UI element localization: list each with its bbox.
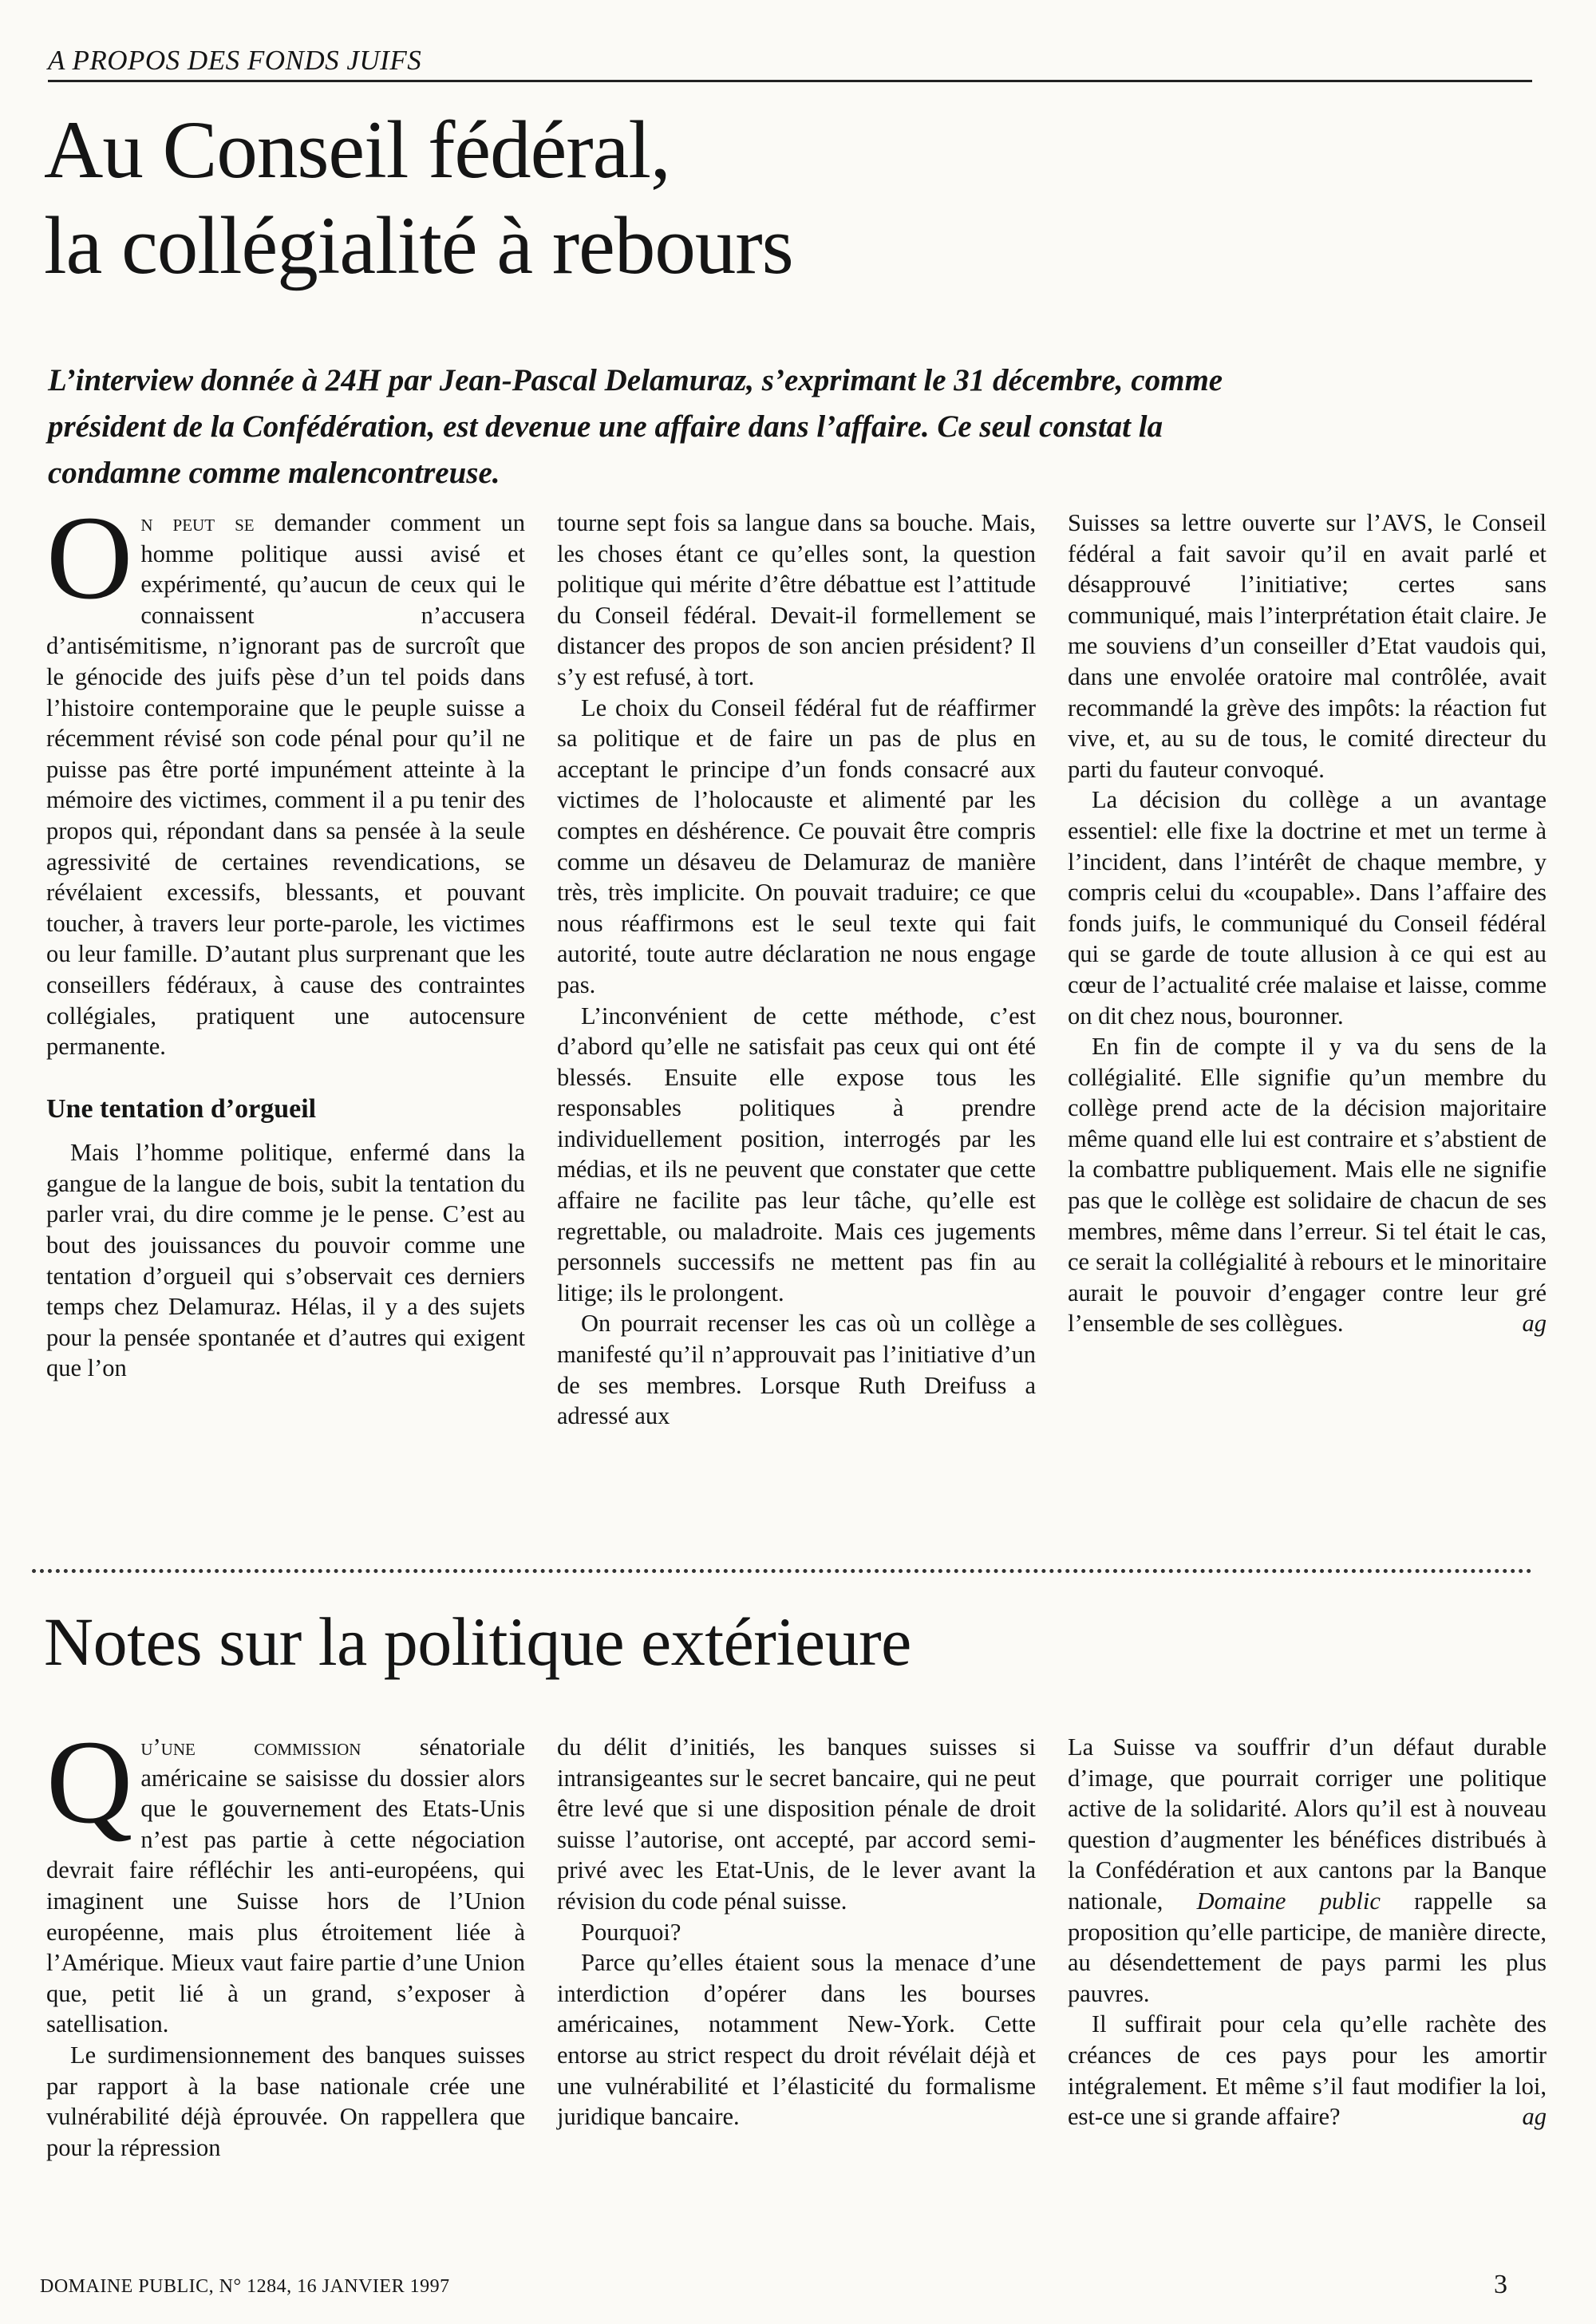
title-line-2: la collégialité à rebours — [44, 200, 793, 291]
page-number: 3 — [1494, 2270, 1507, 2299]
article-1-column-2 — [557, 508, 1036, 1561]
subheading: Une tentation d’orgueil — [46, 1093, 317, 1124]
paragraph: La décision du collège a un avantage essentiel: elle fixe la doctrine et met un terme à l’incident, dans l’intérêt de chaque membre, y compris celui du «coupable». Dans l’affaire des fonds juifs, le communiqué du Conseil fédéral qui se garde de toute allusion à ce qui est au cœur de l’actualité crée malaise et laisse, comme on dit chez nous, bouronner. — [1068, 786, 1547, 1030]
paragraph: Suisses sa lettre ouverte sur l’AVS, le Conseil fédéral a fait savoir qu’il en avait parlé et désapprouvé l’initiative; certes sans communiqué, mais l’interprétation était claire. Je me souviens d’un conseiller d’Etat vaudois qui, dans une envolée oratoire mal contrôlée, avait recommandé la grève des impôts: la réaction fut vive, et, au su de tous, le comité directeur du parti du fauteur convoqué. — [1068, 509, 1547, 783]
article-1-lead: L’interview donnée à 24H par Jean-Pascal Delamuraz, s’exprimant le 31 décembre, comme président de la Confédération, est devenue une affaire dans l’affaire. Ce seul constat la condamne comme malencontreuse. — [48, 363, 1223, 490]
paragraph: L’inconvénient de cette méthode, c’est d’abord qu’elle ne satisfait pas ceux qui ont été blessés. Ensuite elle expose tous les responsables politiques à prendre individuellement position, interrogés par les médias, et ils ne peuvent que constater que cette affaire ne facilite pas leur tâche, qu’elle est regrettable, ou maladroite. Mais ces jugements personnels successifs ne mettent pas fin au litige; ils le prolongent. — [557, 1002, 1036, 1306]
opening-words: n peut se — [140, 509, 255, 536]
paragraph — [1068, 1031, 1547, 1339]
opening-words: u’une commission — [140, 1733, 361, 1761]
dotted-separator — [32, 1569, 1532, 1573]
drop-cap: O — [46, 492, 133, 624]
publication-name: Domaine public — [1163, 1887, 1381, 1915]
paragraph-text: La Suisse va souffrir d’un défaut durable d’image, que pourrait corriger une politique active de la solidarité. Alors qu’il est à nouveau question d’augmenter les bénéfices distribués à la Confédération et aux cantons par la Banque nationale, — [1068, 1733, 1547, 1915]
paragraph — [1068, 1732, 1547, 2009]
section-kicker: A PROPOS DES FONDS JUIFS — [48, 45, 1532, 82]
paragraph-text: rappelle sa proposition qu’elle participe, de manière directe, au désendettement de pays parmi les plus pauvres. — [1068, 1887, 1547, 2007]
author-signature: ag — [1522, 2103, 1547, 2131]
paragraph — [46, 1716, 525, 2040]
paragraph-text: Il suffirait pour cela qu’elle rachète des créances de ces pays pour les amortir intégralement. Et même s’il faut modifier la loi, est-ce une si grande affaire? — [1068, 2010, 1547, 2131]
paragraph: Pourquoi? — [581, 1918, 681, 1946]
article-2-column-2 — [557, 1732, 1036, 2243]
paragraph: Le choix du Conseil fédéral fut de réaffirmer sa politique et de faire un pas de plus en acceptant le principe d’un fonds consacré aux victimes de l’holocauste et alimenté par les comptes en déshérence. Ce pouvait être compris comme un désaveu de Delamuraz de manière très, très implicite. On pouvait traduire; ce que nous réaffirmons est le seul texte qui fait autorité, toute autre déclaration ne nous engage pas. — [557, 694, 1036, 998]
author-signature: ag — [1522, 1310, 1547, 1338]
paragraph-text: En fin de compte il y va du sens de la collégialité. Elle signifie qu’un membre du collège prend acte de la décision majoritaire même quand elle lui est contraire et s’abstient de la combattre publiquement. Mais elle ne signifie pas que le collège est solidaire de chacun de ses membres, même dans l’erreur. Si tel était le cas, ce serait la collégialité à rebours et le minoritaire aurait le pouvoir d’engager contre leur gré l’ensemble de ses collègues. — [1068, 1033, 1547, 1338]
paragraph: Le surdimensionnement des banques suisses par rapport à la base nationale crée une vulnérabilité déjà éprouvée. On rappellera que pour la répression — [46, 2041, 525, 2161]
paragraph: On pourrait recenser les cas où un collège a manifesté qu’il n’approuvait pas l’initiative d’un de ses membres. Lorsque Ruth Dreifuss a adressé aux — [557, 1310, 1036, 1430]
title-line-1: Au Conseil fédéral, — [44, 105, 670, 196]
article-2-title: Notes sur la politique extérieure — [44, 1603, 911, 1680]
paragraph: Parce qu’elles étaient sous la menace d’une interdiction d’opérer dans les bourses américaines, notamment New-York. Cette entorse au strict respect du droit révélait déjà et une vulnérabilité et l’élasticité du formalisme juridique bancaire. — [557, 1949, 1036, 2131]
footer-publication: DOMAINE PUBLIC, N° 1284, 16 JANVIER 1997 — [40, 2276, 450, 2297]
article-2-column-3 — [1068, 1732, 1547, 2243]
article-1-column-3 — [1068, 508, 1547, 1561]
paragraph: du délit d’initiés, les banques suisses si intransigeantes sur le secret bancaire, qui ne peut être levé que si une disposition pénale de droit suisse l’autorise, ont accepté, par accord semi-privé avec les Etat-Unis, de le lever avant la révision du code pénal suisse. — [557, 1733, 1036, 1915]
article-2-body — [46, 1716, 1547, 2243]
drop-cap: Q — [46, 1716, 133, 1848]
paragraph: Mais l’homme politique, enfermé dans la gangue de la langue de bois, subit la tentation du parler vrai, du dire comme je le pense. C’est au bout des jouissances du pouvoir comme une tentation d’orgueil qui s’observait ces derniers temps chez Delamuraz. Hélas, il y a des sujets pour la pensée spontanée et d’autres qui exigent que l’on — [46, 1139, 525, 1382]
paragraph: tourne sept fois sa langue dans sa bouche. Mais, les choses étant ce qu’elles sont, la question politique qui mérite d’être débattue est l’attitude du Conseil fédéral. Devait-il formellement se distancer des propos de son ancien président? Il s’y est refusé, à tort. — [557, 509, 1036, 690]
article-2-column-1 — [46, 1716, 525, 2243]
article-1-body — [46, 492, 1547, 1561]
article-1-title — [44, 102, 1528, 294]
article-1-column-1 — [46, 492, 525, 1561]
paragraph — [46, 492, 525, 1062]
paragraph-text: demander comment un homme politique aussi avisé et expérimenté, qu’aucun de ceux qui le connaissent n’accusera d’antisémitisme, n’ignorant pas de surcroît que le génocide des juifs pèse d’un tel poids dans l’histoire contemporaine que le peuple suisse a récemment révisé son code pénal pour qu’il ne puisse pas être porté impunément atteinte à la mémoire des victimes, comment il a pu tenir des propos qui, répondant dans sa pensée à la seule agressivité de certaines revendications, se révélaient excessifs, blessants, et pouvant toucher, à travers leur porte-parole, les victimes ou leur famille. D’autant plus surprenant que les conseillers fédéraux, à cause des contraintes collégiales, pratiquent une autocensure permanente. — [46, 509, 525, 1061]
paragraph-text: sénatoriale américaine se saisisse du dossier alors que le gouvernement des Etats-Unis n’est pas partie à cette négociation devrait faire réfléchir les anti-européens, qui imaginent une Suisse hors de l’Union européenne, mais plus étroitement liée à l’Amérique. Mieux vaut faire partie d’une Union que, petit lié à un grand, s’exposer à satellisation. — [46, 1733, 525, 2038]
paragraph — [1068, 2009, 1547, 2132]
